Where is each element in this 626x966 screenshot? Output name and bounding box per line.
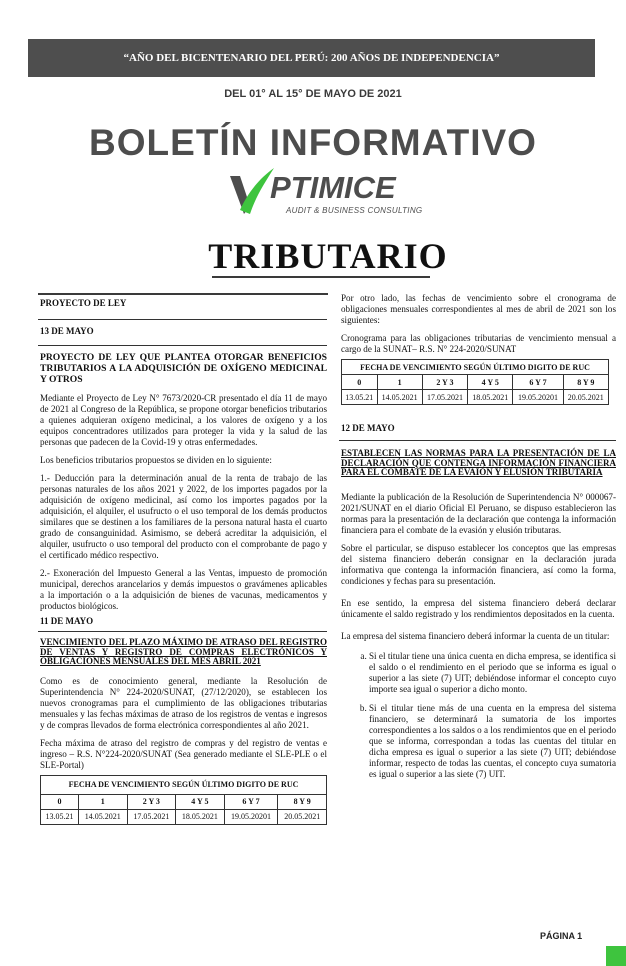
left-top-rule xyxy=(38,293,328,295)
table-cell: 17.05.2021 xyxy=(422,390,467,405)
logo-check-icon xyxy=(226,166,276,218)
table-col-head: 8 Y 9 xyxy=(278,794,327,809)
paragraph: Los beneficios tributarios propuestos se dividen en lo siguiente: xyxy=(40,455,272,465)
bulletin-title: BOLETÍN INFORMATIVO xyxy=(89,122,537,163)
table-col-head: 1 xyxy=(79,794,128,809)
article-heading: ESTABLECEN LAS NORMAS PARA LA PRESENTACIÓN DE LA DECLARACIÓN QUE CONTENGA INFORMACIÓN FINANCIERA PARA EL COMBATE DE LA EVAIÓN Y ELUSIÓN TRIBUTARIA xyxy=(341,448,616,477)
table-cell: 14.05.2021 xyxy=(377,390,422,405)
divider xyxy=(38,345,327,346)
criteria-list xyxy=(341,651,616,780)
divider xyxy=(38,631,327,632)
section-title: PROYECTO DE LEY xyxy=(40,298,127,308)
table-cell: 19.05.20201 xyxy=(513,390,563,405)
paragraph: Fecha máxima de atraso del registro de compras y del registro de ventas e ingreso – R.S. N°224-2020/SUNAT (Sea generado mediante el SLE-PLE o el SLE-Portal) xyxy=(40,737,327,770)
table-col-head: 2 Y 3 xyxy=(127,794,176,809)
paragraph: Como es de conocimiento general, mediante la Resolución de Superintendencia N° 224-2020/SUNAT, (27/12/2020), se establecen los nuevos cronogramas para el cumplimiento de las obligaciones tributarias mensuales y las fechas máximas de atraso de los registros de ventas e ingresos y de compras llevados de forma electrónica correspondientes al año 2021. xyxy=(40,675,327,730)
table-cell: 13.05.21 xyxy=(342,390,378,405)
date-label: 11 DE MAYO xyxy=(40,616,94,626)
table-col-head: 1 xyxy=(377,375,422,390)
table-cell: 18.05.2021 xyxy=(468,390,513,405)
table-col-head: 8 Y 9 xyxy=(563,375,608,390)
right-column xyxy=(341,293,616,788)
article-heading: PROYECTO DE LEY QUE PLANTEA OTORGAR BENEFICIOS TRIBUTARIOS A LA ADQUISICIÓN DE OXÍGENO MEDICINAL Y OTROS xyxy=(40,352,327,385)
table-col-head: 0 xyxy=(41,794,79,809)
paragraph: Mediante el Proyecto de Ley N° 7673/2020-CR presentado el día 11 de mayo de 2021 al Congreso de la República, se propone otorgar beneficios tributarios a quienes adquieran oxígeno medicinal, a los valores de oxígeno y a los equipos concentradores utilizados para proteger la vida y la salud de las personas que padecen de la Covid-19 y otras enfermedades. xyxy=(40,393,327,447)
logo-subtitle: AUDIT & BUSINESS CONSULTING xyxy=(286,206,423,215)
divider xyxy=(38,319,327,320)
corner-accent xyxy=(606,946,626,966)
date-label: 13 DE MAYO xyxy=(40,326,94,336)
left-column xyxy=(40,298,327,825)
paragraph: 2.- Exoneración del Impuesto General a las Ventas, impuesto de promoción municipal, derechos arancelarios y demás impuestos o gravámenes aplicables a la importación o a la adquisición de bienes de vacunas, medicamentos y productos biológicos. xyxy=(40,568,327,611)
tributario-title: TRIBUTARIO xyxy=(208,236,448,276)
date-label: 12 DE MAYO xyxy=(341,423,395,433)
list-item: b. Si el titular tiene más de una cuenta en la empresa del sistema financiero, se determinará la sumatoria de los importes correspondientes a los saldos o a los rendimientos que en el periodo que se informa, correspondan a todas las cuentas del titular en dicha empresa es igual o superior a las siete (7) UIT; debiéndose informar, respecto de todas las cuentas, el concepto cuya sumatoria es igual o superior a las siete (7) UIT. xyxy=(369,703,616,780)
paragraph: Cronograma para las obligaciones tributarias de vencimiento mensual a cargo de la SUNAT– R.S. N° 224-2020/SUNAT xyxy=(341,333,616,354)
table-cell: 18.05.2021 xyxy=(176,809,225,824)
date-range: DEL 01° AL 15° DE MAYO DE 2021 xyxy=(224,88,402,100)
ruc-due-date-table xyxy=(40,775,327,825)
paragraph: La empresa del sistema financiero deberá informar la cuenta de un titular: xyxy=(341,630,610,641)
table-col-head: 4 Y 5 xyxy=(176,794,225,809)
page-number: PÁGINA 1 xyxy=(540,931,583,941)
paragraph: Por otro lado, las fechas de vencimiento sobre el cronograma de obligaciones mensuales correspondientes al mes de abril de 2021 son los siguientes: xyxy=(341,293,616,325)
divider xyxy=(339,440,616,441)
table-cell: 20.05.2021 xyxy=(563,390,608,405)
table-col-head: 6 Y 7 xyxy=(513,375,563,390)
paragraph: Mediante la publicación de la Resolución de Superintendencia N° 000067-2021/SUNAT en el diario Oficial El Peruano, se dispuso establecieron las normas para la presentación de la declaración que contenga la información financiera para el combate de la evasión y elusión tributaras. xyxy=(341,491,616,535)
table-cell: 13.05.21 xyxy=(41,809,79,824)
table-cell: 20.05.2021 xyxy=(278,809,327,824)
paragraph: En ese sentido, la empresa del sistema financiero deberá declarar únicamente el saldo registrado y los rendimientos depositados en la cuenta. xyxy=(341,597,616,619)
table-col-head: 6 Y 7 xyxy=(224,794,278,809)
table-header: FECHA DE VENCIMIENTO SEGÚN ÚLTIMO DIGITO DE RUC xyxy=(342,360,609,375)
table-cell: 14.05.2021 xyxy=(79,809,128,824)
article-heading: VENCIMIENTO DEL PLAZO MÁXIMO DE ATRASO DEL REGISTRO DE VENTAS Y REGISTRO DE COMPRAS ELECTRÓNICOS Y OBLIGACIONES MENSUALES DEL MES ABRIL 2021 xyxy=(40,637,327,666)
header-banner: “AÑO DEL BICENTENARIO DEL PERÚ: 200 AÑOS DE INDEPENDENCIA” xyxy=(28,39,595,77)
table-col-head: 2 Y 3 xyxy=(422,375,467,390)
table-header: FECHA DE VENCIMIENTO SEGÚN ÚLTIMO DIGITO DE RUC xyxy=(41,775,327,794)
table-col-head: 0 xyxy=(342,375,378,390)
ruc-due-date-table xyxy=(341,359,609,405)
list-item: a. Si el titular tiene una única cuenta en dicha empresa, se identifica si el saldo o el rendimiento en el periodo que se informa es igual o superior a las siete (7) UIT; debiéndose informar el concepto cuyo importe sea igual o superior a dicho monto. xyxy=(369,651,616,695)
table-cell: 19.05.20201 xyxy=(224,809,278,824)
logo-wordmark: PTIMICE xyxy=(270,170,396,205)
table-cell: 17.05.2021 xyxy=(127,809,176,824)
optimice-logo xyxy=(226,166,426,222)
table-col-head: 4 Y 5 xyxy=(468,375,513,390)
paragraph: 1.- Deducción para la determinación anual de la renta de trabajo de las personas naturales de los años 2021 y 2022, de los importes pagados por la adquisición de oxígeno medicinal, así como los importes pagados por la adquisición, el alquiler, el usufructo o el uso temporal de los demás productos similares que se destinen a los familiares de la persona natural hasta el cuarto grado de consanguinidad. Asimismo, se deberá acreditar la adquisición, el alquiler, usufructo o uso temporal del producto con el comprobante de pago y el certificado médico respectivo. xyxy=(40,473,327,560)
paragraph: Sobre el particular, se dispuso establecer los conceptos que las empresas del sistema financiero deberán consignar en la declaración jurada informativa que contenga la información financiera, así como la forma, condiciones y fechas para su presentación. xyxy=(341,542,616,586)
